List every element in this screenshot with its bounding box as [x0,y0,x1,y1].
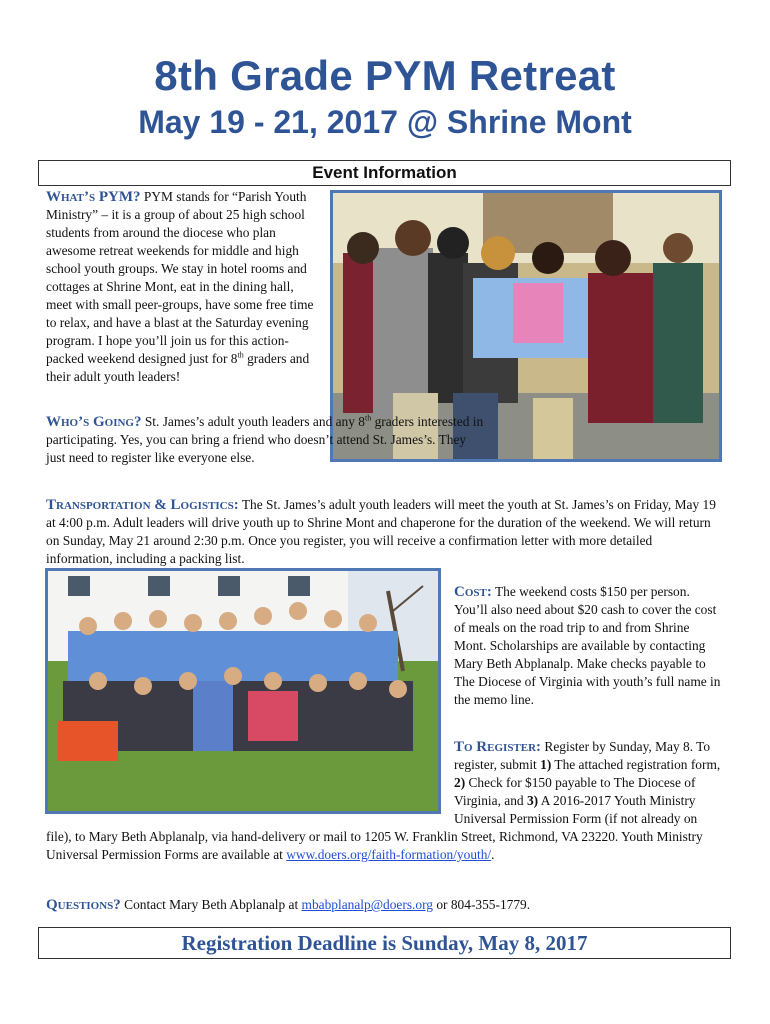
cost-section [454,583,724,709]
whos-going-body: St. James’s adult youth leaders and any 8 [141,414,365,429]
register-n1: 1) [540,757,552,772]
whos-going-heading: Who’s Going? [46,414,142,430]
transportation-body: The St. James’s adult youth leaders will meet the youth at St. James’s on Friday, May 19 at 4:00 p.m. Adult leaders will drive youth up to Shrine Mont and chaperone for the duration of the weekend. We will return on Sunday, May 21 around 2:30 p.m. Once you register, you will receive a confirmation letter with more detailed information, including a packing list. [46,497,716,566]
questions-phone: or 804-355-1779. [433,897,531,912]
whats-pym-heading: What’s PYM? [46,189,141,205]
register-item3: A 2016-2017 Youth Ministry Universal Permission Form (if not already on file), to Mary Beth Abplanalp, via hand-delivery or mail to 1205 W. Franklin Street, Richmond, VA 23220. Youth Ministry Universal Permission Forms are available at [46,793,703,862]
registration-deadline-bar: Registration Deadline is Sunday, May 8, 2017 [38,927,731,959]
register-n3: 3) [526,793,539,808]
questions-heading: Questions? [46,897,121,913]
whats-pym-body-end: graders and their adult youth leaders! [46,351,310,384]
whos-going-section [46,413,486,467]
questions-section [46,896,722,914]
register-intro: Register by Sunday, May 8. To register, submit [454,739,711,772]
transportation-section [46,496,722,568]
page-title: 8th Grade PYM Retreat [154,52,616,99]
register-item2: Check for $150 payable to The Diocese of Virginia, and [454,775,696,808]
youth-forms-link[interactable]: www.doers.org/faith-formation/youth/ [286,847,492,862]
cost-body: The weekend costs $150 per person. You’ll also need about $20 cash to cover the cost of meals on the road trip to and from Shrine Mont. Scholarships are available by contacting Mary Beth Abplanalp. Make checks payable to The Diocese of Virginia with youth’s full name in the memo line. [454,584,721,707]
whos-going-body-end: graders interested in participating. Yes, you can bring a friend who doesn’t attend St. James’s. They just need to register like everyone else. [46,414,484,465]
whats-pym-body: PYM stands for “Parish Youth Ministry” – it is a group of about 25 high school students from around the diocese who plan awesome retreat weekends for middle and high school youth groups. We stay in hotel rooms and cottages at Shrine Mont, eat in the dining hall, meet with small peer-groups, have some free time to relax, and have a blast at the Saturday evening program. I hope you’ll join us for this action-packed weekend designed just for 8 [46,189,314,366]
register-item1: The attached registration form, [551,757,721,772]
event-information-bar: Event Information [38,160,731,186]
whos-going-sup: th [365,413,372,423]
transportation-heading: Transportation & Logistics: [46,497,239,513]
page-subtitle: May 19 - 21, 2017 @ Shrine Mont [138,104,632,140]
register-heading-spacer: To Register: [454,739,542,755]
email-link[interactable]: mbabplanalp@doers.org [301,897,434,912]
register-text [46,738,722,864]
cost-heading: Cost: [454,584,492,600]
register-float-spacer [46,738,454,828]
register-n2: 2) [454,775,466,790]
questions-body: Contact Mary Beth Abplanalp at [120,897,302,912]
whats-pym-sup: th [237,350,244,360]
register-end: . [491,847,495,862]
whats-pym-section [46,188,320,386]
